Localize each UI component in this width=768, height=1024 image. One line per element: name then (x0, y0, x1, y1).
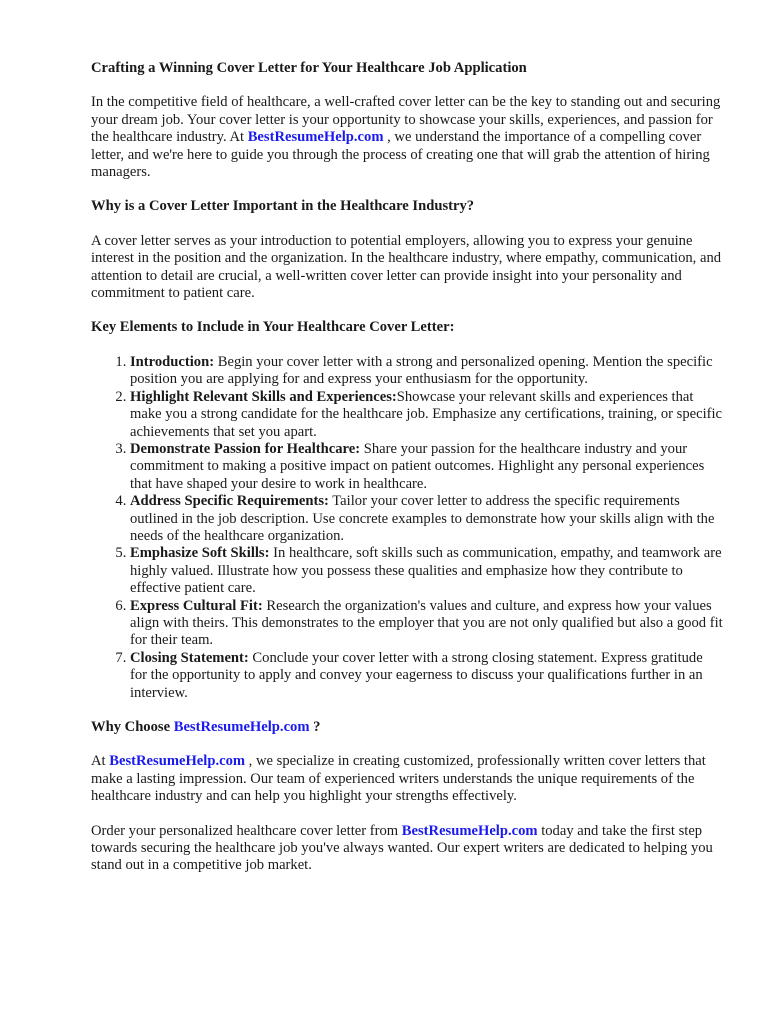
choose-heading-suffix: ? (309, 719, 321, 735)
list-item (130, 354, 723, 389)
list-item-term: Demonstrate Passion for Healthcare: (130, 440, 361, 457)
list-item (130, 389, 723, 441)
list-item-text: Share your passion for the healthcare industry and your commitment to making a positive impact on patient outcomes. Highlight any personal experiences that have shaped your desire to work in healthcare. (130, 440, 705, 492)
list-item (130, 441, 723, 493)
document-title: Crafting a Winning Cover Letter for Your Healthcare Job Application (91, 60, 527, 76)
list-item-text: Begin your cover letter with a strong and personalized opening. Mention the specific position you are applying for and express your enthusiasm for the opportunity. (130, 353, 713, 388)
document-page (91, 60, 723, 875)
list-item-text: Research the organization's values and culture, and express how your values align with theirs. This demonstrates to the employer that you are not only qualified but also a good fit for their team. (130, 597, 723, 649)
list-item (130, 650, 723, 702)
intro-text-1: In the competitive field of healthcare, a well-crafted cover letter can be the key to standing out and securing your dream job. Your cover letter is your opportunity to showcase your skills, experiences, and passion for the healthcare industry. At (91, 94, 721, 146)
list-item-term: Express Cultural Fit: (130, 597, 263, 614)
list-item (130, 493, 723, 545)
list-item-term: Highlight Relevant Skills and Experiences: (130, 388, 397, 405)
intro-paragraph (91, 94, 723, 181)
order-paragraph (91, 823, 723, 875)
choose-heading (91, 719, 723, 736)
list-item-term: Emphasize Soft Skills: (130, 545, 270, 562)
list-item-text: Tailor your cover letter to address the specific requirements outlined in the job description. Use concrete examples to demonstrate how your skills align with the needs of the healthcare organization. (130, 493, 715, 544)
choose-text-suffix: , we specialize in creating customized, professionally written cover letters that make a lasting impression. Our team of experienced writers understands the unique requirements of the healthcare industry and can help you highlight your strengths effectively. (91, 753, 706, 805)
brand-link-heading[interactable]: BestResumeHelp.com (173, 719, 310, 735)
list-item-term: Introduction: (130, 353, 215, 370)
why-heading: Why is a Cover Letter Important in the Healthcare Industry? (91, 198, 475, 215)
intro-text-2: , we understand the importance of a compelling cover letter, and we're here to guide you through the process of creating one that will grab the attention of hiring managers. (91, 129, 710, 181)
why-paragraph: A cover letter serves as your introduction to potential employers, allowing you to express your genuine interest in the position and the organization. In the healthcare industry, where empathy, communication, and attention to detail are crucial, a well-written cover letter can provide insight into your personality and commitment to patient care. (91, 232, 722, 302)
list-item-text: In healthcare, soft skills such as communication, empathy, and teamwork are highly valued. Illustrate how you possess these qualities and emphasize how they contribute to effective patient care. (130, 545, 722, 597)
order-text-suffix: today and take the first step towards securing the healthcare job you've always wanted. Our expert writers are dedicated to helping you stand out in a competitive job market. (91, 822, 713, 874)
choose-heading-prefix: Why Choose (91, 719, 174, 735)
brand-link-order[interactable]: BestResumeHelp.com (401, 822, 538, 839)
list-item-term: Address Specific Requirements: (130, 493, 329, 510)
list-item (130, 598, 723, 650)
elements-list (91, 354, 723, 702)
brand-link-intro[interactable]: BestResumeHelp.com (247, 129, 384, 146)
list-item-text: Conclude your cover letter with a strong closing statement. Express gratitude for the opportunity to apply and convey your eagerness to discuss your qualifications further in an interview. (130, 649, 703, 701)
list-item-term: Closing Statement: (130, 649, 249, 666)
order-text-prefix: Order your personalized healthcare cover letter from (91, 822, 402, 839)
elements-heading: Key Elements to Include in Your Healthcare Cover Letter: (91, 319, 455, 336)
list-item (130, 545, 723, 597)
list-item-text: Showcase your relevant skills and experiences that make you a strong candidate for the healthcare job. Emphasize any certifications, training, or specific achievements that set you apart. (130, 388, 723, 440)
brand-link-choose[interactable]: BestResumeHelp.com (109, 753, 246, 770)
choose-paragraph (91, 753, 723, 805)
choose-text-prefix: At (91, 753, 110, 770)
